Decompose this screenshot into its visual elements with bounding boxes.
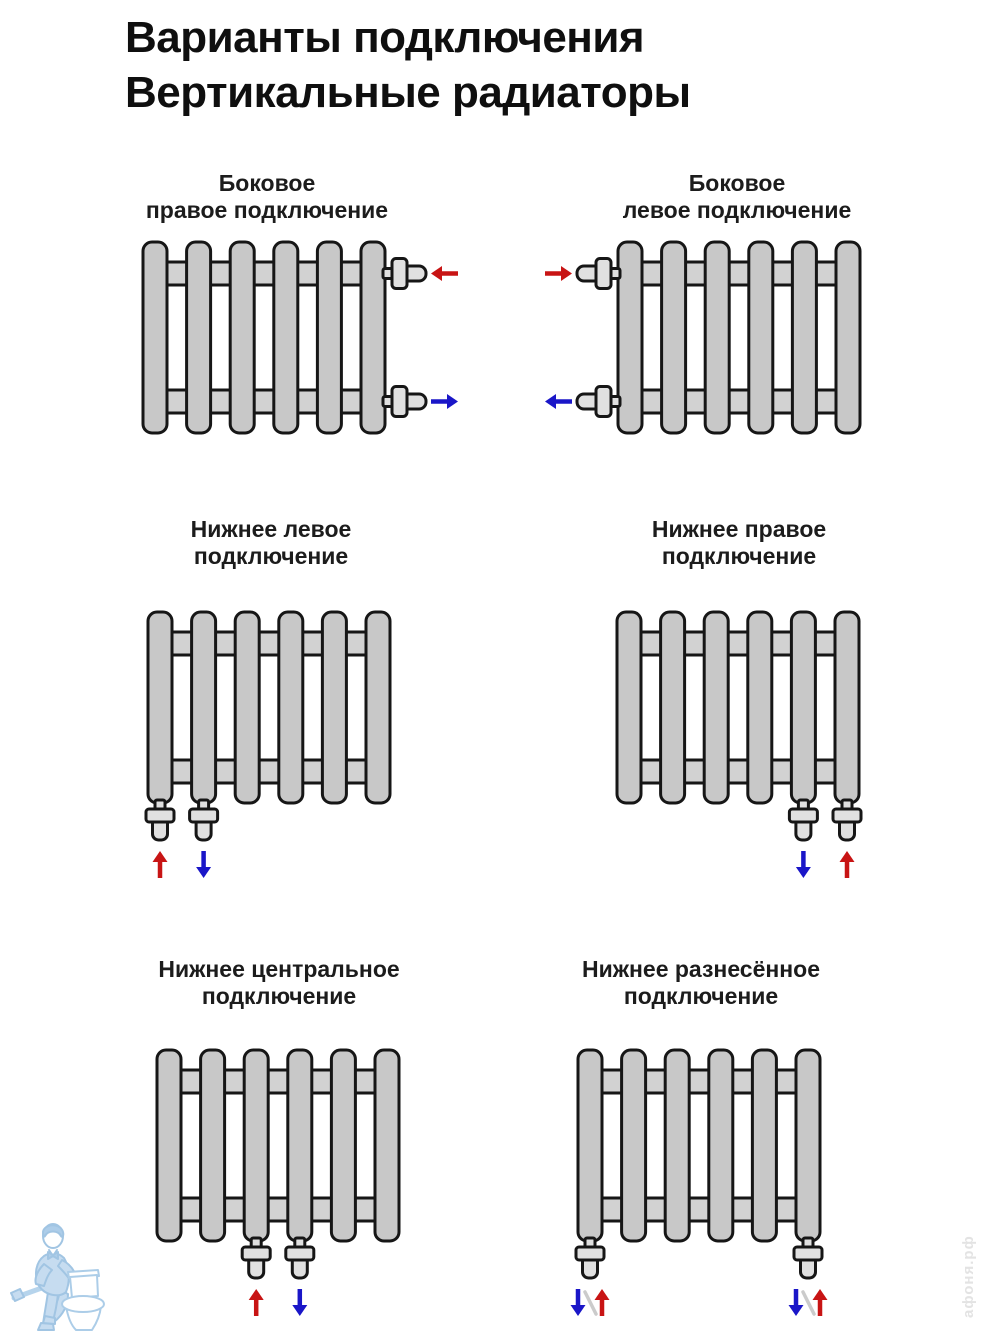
radiator-section bbox=[836, 242, 860, 433]
bottom-valve-fitting bbox=[190, 800, 218, 840]
label-line: Нижнее левое bbox=[190, 516, 352, 542]
radiator-figure-bottom-center bbox=[137, 1041, 419, 1326]
label-line: подключение bbox=[623, 983, 779, 1009]
bottom-valve-fitting bbox=[242, 1238, 270, 1278]
radiator-section bbox=[187, 242, 211, 433]
flow-arrow-down-icon bbox=[571, 1289, 586, 1316]
collector-bar-top bbox=[620, 632, 856, 655]
radiator-section bbox=[279, 612, 303, 803]
radiator-section bbox=[618, 242, 642, 433]
collector-bar-top bbox=[581, 1070, 817, 1093]
side-valve-fitting bbox=[383, 387, 426, 417]
diagram-label-bottom-right bbox=[539, 516, 939, 570]
radiator-section bbox=[201, 1050, 225, 1241]
page-title-line1: Варианты подключения bbox=[125, 13, 645, 62]
watermark-plumber-logo bbox=[8, 1212, 113, 1333]
label-line: Нижнее разнесённое bbox=[581, 956, 821, 982]
label-line: Боковое bbox=[688, 170, 786, 196]
radiator-section bbox=[375, 1050, 399, 1241]
bottom-valve-fitting bbox=[286, 1238, 314, 1278]
flow-arrow-left-icon bbox=[431, 266, 458, 281]
flow-arrow-left-icon bbox=[545, 394, 572, 409]
valve-collar bbox=[576, 1247, 604, 1260]
flow-arrow-down-icon bbox=[796, 851, 811, 878]
radiator-section bbox=[792, 242, 816, 433]
or-divider-slash bbox=[585, 1292, 596, 1314]
label-line: Нижнее правое bbox=[651, 516, 827, 542]
label-line: подключение bbox=[193, 543, 349, 569]
radiator-section bbox=[322, 612, 346, 803]
bottom-valve-fitting bbox=[576, 1238, 604, 1278]
collector-bar-top bbox=[621, 262, 857, 285]
page-title-line2: Вертикальные радиаторы bbox=[125, 68, 691, 117]
label-line: подключение bbox=[201, 983, 357, 1009]
label-line: левое подключение bbox=[622, 197, 852, 223]
valve-collar bbox=[392, 259, 407, 289]
side-valve-fitting bbox=[577, 259, 620, 289]
radiator-figure-side-right bbox=[123, 233, 488, 448]
radiator-body bbox=[617, 612, 859, 803]
watermark-site-text: афоня.рф bbox=[960, 1235, 977, 1318]
collector-bar-bottom bbox=[146, 390, 382, 413]
or-divider-slash bbox=[803, 1292, 814, 1314]
radiator-section bbox=[704, 612, 728, 803]
valve-collar bbox=[794, 1247, 822, 1260]
flow-arrow-up-icon bbox=[153, 851, 168, 878]
radiator-section bbox=[192, 612, 216, 803]
collector-bar-bottom bbox=[621, 390, 857, 413]
radiator-body bbox=[143, 242, 385, 433]
side-valve-fitting bbox=[577, 387, 620, 417]
radiator-section bbox=[705, 242, 729, 433]
diagram-label-bottom-left bbox=[71, 516, 471, 570]
radiator-section bbox=[835, 612, 859, 803]
radiator-section bbox=[331, 1050, 355, 1241]
radiator-section bbox=[288, 1050, 312, 1241]
bottom-valve-fitting bbox=[833, 800, 861, 840]
radiator-section bbox=[244, 1050, 268, 1241]
label-line: правое подключение bbox=[145, 197, 389, 223]
valve-collar bbox=[789, 809, 817, 822]
flow-arrow-right-icon bbox=[545, 266, 572, 281]
flow-arrow-right-icon bbox=[431, 394, 458, 409]
radiator-section bbox=[143, 242, 167, 433]
side-valve-fitting bbox=[383, 259, 426, 289]
flow-arrow-up-icon bbox=[249, 1289, 264, 1316]
collector-bar-top bbox=[151, 632, 387, 655]
valve-collar bbox=[596, 259, 611, 289]
radiator-section bbox=[752, 1050, 776, 1241]
flow-arrow-down-icon bbox=[292, 1289, 307, 1316]
radiator-section bbox=[235, 612, 259, 803]
collector-bar-bottom bbox=[160, 1198, 396, 1221]
radiator-section bbox=[361, 242, 385, 433]
radiator-section bbox=[661, 612, 685, 803]
radiator-section bbox=[617, 612, 641, 803]
label-line: подключение bbox=[661, 543, 817, 569]
collector-bar-bottom bbox=[620, 760, 856, 783]
radiator-section bbox=[791, 612, 815, 803]
diagram-label-side-left bbox=[537, 170, 937, 224]
radiator-body bbox=[578, 1050, 820, 1241]
label-line: Боковое bbox=[218, 170, 316, 196]
collector-bar-bottom bbox=[151, 760, 387, 783]
flow-arrow-up-icon bbox=[840, 851, 855, 878]
flow-arrow-down-icon bbox=[789, 1289, 804, 1316]
radiator-figure-bottom-left bbox=[128, 603, 410, 888]
collector-bar-top bbox=[146, 262, 382, 285]
radiator-figure-side-left bbox=[528, 233, 893, 448]
radiator-section bbox=[274, 242, 298, 433]
collector-bar-top bbox=[160, 1070, 396, 1093]
diagram-label-bottom-spread bbox=[501, 956, 901, 1010]
page-title bbox=[125, 10, 885, 120]
radiator-section bbox=[749, 242, 773, 433]
radiator-section bbox=[665, 1050, 689, 1241]
collector-bar-bottom bbox=[581, 1198, 817, 1221]
flow-arrow-down-icon bbox=[196, 851, 211, 878]
radiator-section bbox=[578, 1050, 602, 1241]
radiator-body bbox=[618, 242, 860, 433]
radiator-figure-bottom-spread bbox=[558, 1041, 840, 1326]
valve-collar bbox=[190, 809, 218, 822]
diagram-label-side-right bbox=[67, 170, 467, 224]
valve-collar bbox=[596, 387, 611, 417]
radiator-body bbox=[148, 612, 390, 803]
valve-collar bbox=[146, 809, 174, 822]
valve-collar bbox=[833, 809, 861, 822]
radiator-section bbox=[748, 612, 772, 803]
radiator-section bbox=[317, 242, 341, 433]
valve-collar bbox=[242, 1247, 270, 1260]
radiator-section bbox=[148, 612, 172, 803]
bottom-valve-fitting bbox=[789, 800, 817, 840]
bottom-valve-fitting bbox=[146, 800, 174, 840]
radiator-body bbox=[157, 1050, 399, 1241]
valve-collar bbox=[286, 1247, 314, 1260]
radiator-section bbox=[662, 242, 686, 433]
radiator-section bbox=[230, 242, 254, 433]
bottom-valve-fitting bbox=[794, 1238, 822, 1278]
radiator-section bbox=[709, 1050, 733, 1241]
radiator-section bbox=[366, 612, 390, 803]
radiator-section bbox=[157, 1050, 181, 1241]
radiator-section bbox=[622, 1050, 646, 1241]
valve-collar bbox=[392, 387, 407, 417]
label-line: Нижнее центральное bbox=[158, 956, 400, 982]
radiator-section bbox=[796, 1050, 820, 1241]
diagram-label-bottom-center bbox=[79, 956, 479, 1010]
radiator-figure-bottom-right bbox=[597, 603, 879, 888]
